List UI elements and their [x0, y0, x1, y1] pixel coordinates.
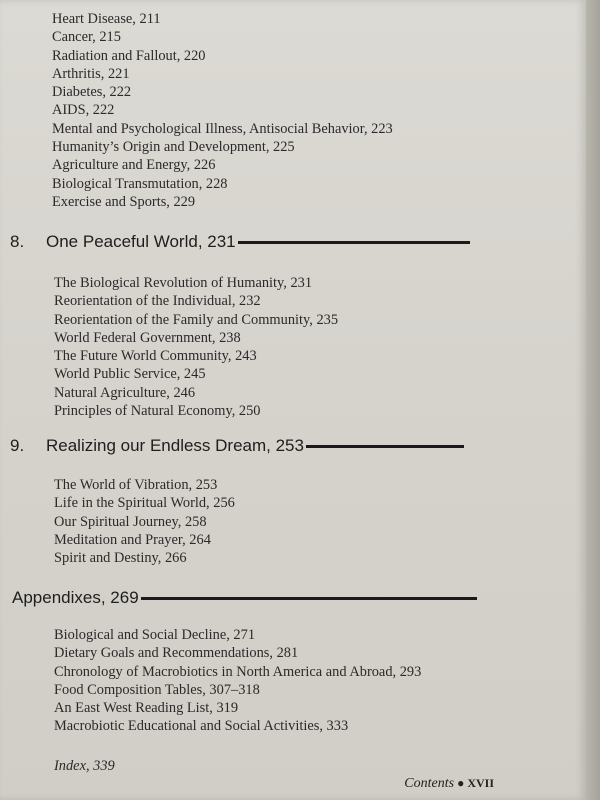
- chapter-heading-8: [10, 232, 470, 252]
- appendixes-entry-list: [54, 626, 421, 736]
- chapter-number: 9.: [10, 436, 25, 455]
- list-item: Natural Agriculture, 246: [54, 384, 196, 401]
- list-item: Diabetes, 222: [52, 84, 132, 101]
- chapter7-entry-list: [52, 10, 512, 211]
- list-item: The Biological Revolution of Humanity, 231: [54, 275, 313, 291]
- list-item: Meditation and Prayer, 264: [54, 531, 211, 548]
- footer-label: Contents: [404, 776, 455, 791]
- list-item: Reorientation of the Family and Community, 235: [54, 311, 339, 328]
- heading-rule: [306, 445, 464, 448]
- list-item: Exercise and Sports, 229: [52, 193, 196, 210]
- appendixes-heading: [12, 588, 477, 608]
- heading-rule: [238, 241, 470, 244]
- chapter8-entry-list: [54, 274, 338, 420]
- list-item: The Future World Community, 243: [54, 348, 257, 365]
- list-item: Principles of Natural Economy, 250: [54, 403, 261, 420]
- list-item: Dietary Goals and Recommendations, 281: [54, 645, 299, 662]
- list-item: Life in the Spiritual World, 256: [54, 495, 235, 512]
- list-item: An East West Reading List, 319: [54, 700, 239, 717]
- heading-rule: [141, 597, 477, 600]
- list-item: Agriculture and Energy, 226: [52, 157, 216, 174]
- list-item: Mental and Psychological Illness, Antisocial Behavior, 223: [52, 120, 393, 137]
- list-item: Biological and Social Decline, 271: [54, 627, 256, 643]
- list-item: The World of Vibration, 253: [54, 477, 218, 493]
- chapter9-entry-list: [54, 476, 235, 567]
- chapter-title: Realizing our Endless Dream, 253: [46, 436, 304, 455]
- index-entry: Index, 339: [54, 758, 115, 774]
- list-item: Radiation and Fallout, 220: [52, 47, 206, 64]
- bullet-icon: ●: [457, 776, 465, 790]
- list-item: AIDS, 222: [52, 102, 115, 119]
- appendixes-title: Appendixes, 269: [12, 588, 139, 607]
- list-item: Our Spiritual Journey, 258: [54, 513, 207, 530]
- page-footer: [404, 776, 494, 792]
- page-edge: [586, 0, 600, 800]
- list-item: Humanity’s Origin and Development, 225: [52, 139, 295, 156]
- chapter-number: 8.: [10, 232, 25, 251]
- list-item: World Public Service, 245: [54, 366, 206, 383]
- list-item: Chronology of Macrobiotics in North America and Abroad, 293: [54, 663, 422, 680]
- list-item: Reorientation of the Individual, 232: [54, 293, 261, 310]
- page-number: XVII: [467, 776, 494, 790]
- list-item: Food Composition Tables, 307–318: [54, 681, 260, 698]
- list-item: Biological Transmutation, 228: [52, 175, 228, 192]
- chapter-title: One Peaceful World, 231: [46, 232, 236, 251]
- list-item: Macrobiotic Educational and Social Activities, 333: [54, 718, 349, 735]
- list-item: Spirit and Destiny, 266: [54, 550, 187, 567]
- list-item: Arthritis, 221: [52, 65, 130, 82]
- chapter-heading-9: [10, 436, 464, 456]
- list-item: Cancer, 215: [52, 29, 121, 46]
- list-item: World Federal Government, 238: [54, 329, 241, 346]
- list-item: Heart Disease, 211: [52, 11, 161, 27]
